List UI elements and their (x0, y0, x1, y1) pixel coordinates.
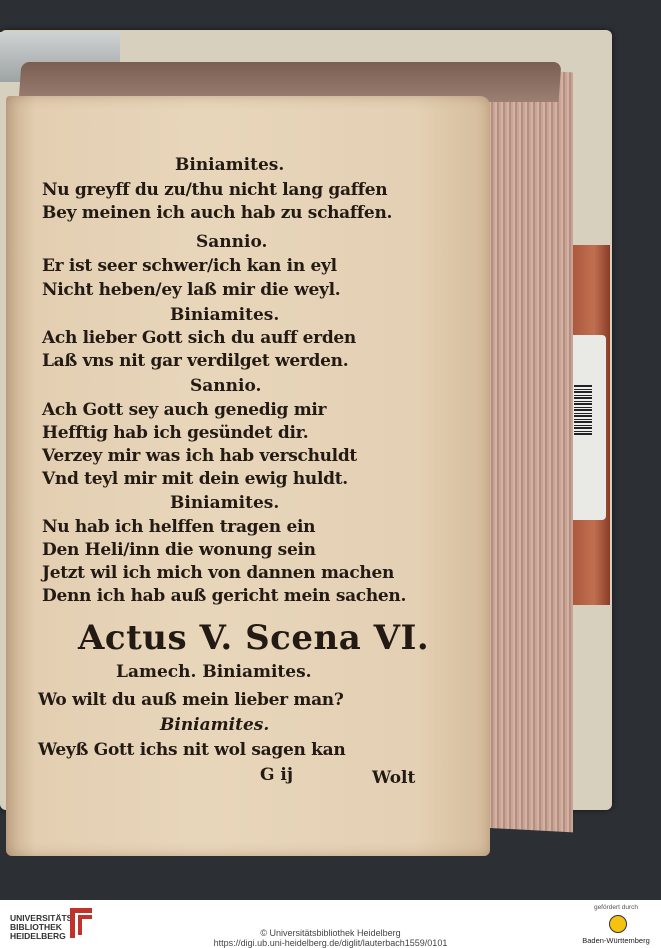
copyright-text: © Universitätsbibliothek Heidelberg (260, 928, 401, 938)
verse-line: Ach Gott sey auch genedig mir (42, 400, 327, 420)
verse-line: Nu greyff du zu/thu nicht lang gaffen (42, 180, 388, 200)
speaker-heading: Sannio. (196, 232, 268, 252)
sponsor-label: gefördert durch (593, 904, 639, 911)
verse-line: Wo wilt du auß mein lieber man? (38, 690, 344, 710)
verse-line: Laß vns nit gar verdilget werden. (42, 351, 349, 371)
speaker-heading: Sannio. (190, 376, 262, 396)
footer-bar (0, 900, 661, 948)
verse-line: Ach lieber Gott sich du auff erden (42, 328, 356, 348)
verse-line: Nicht heben/ey laß mir die weyl. (42, 280, 341, 300)
state-crest-icon (609, 915, 627, 933)
verse-line: Er ist seer schwer/ich kan in eyl (42, 256, 337, 276)
library-name-text: UNIVERSITÄTS- BIBLIOTHEK HEIDELBERG (10, 913, 76, 941)
verse-line: Weyß Gott ichs nit wol sagen kan (38, 740, 346, 760)
speakers-heading: Lamech. Biniamites. (116, 662, 312, 682)
speaker-heading: Biniamites. (170, 305, 280, 325)
page-fore-edge (484, 68, 573, 833)
verse-line: Verzey mir was ich hab verschuldt (42, 446, 357, 466)
verse-line: Vnd teyl mir mit dein ewig huldt. (42, 469, 348, 489)
catchword: Wolt (372, 768, 416, 788)
act-scene-heading: Actus V. Scena VI. (78, 618, 430, 658)
sponsor-name: Baden-Württemberg (582, 936, 650, 945)
verse-line: Hefftig hab ich gesündet dir. (42, 423, 309, 443)
verse-line: Jetzt wil ich mich von dannen machen (42, 563, 395, 583)
barcode-icon (574, 385, 592, 435)
verse-line: Den Heli/inn die wonung sein (42, 540, 316, 560)
speaker-heading: Biniamites. (175, 155, 285, 175)
speaker-heading: Biniamites. (170, 493, 280, 513)
verse-line: Nu hab ich helffen tragen ein (42, 517, 316, 537)
permalink[interactable]: https://digi.ub.uni-heidelberg.de/diglit/lauterbach1559/0101 (213, 938, 448, 948)
signature-mark: G ij (260, 765, 294, 785)
speaker-heading: Biniamites. (160, 715, 270, 735)
verse-line: Denn ich hab auß gericht mein sachen. (42, 586, 407, 606)
verse-line: Bey meinen ich auch hab zu schaffen. (42, 203, 393, 223)
